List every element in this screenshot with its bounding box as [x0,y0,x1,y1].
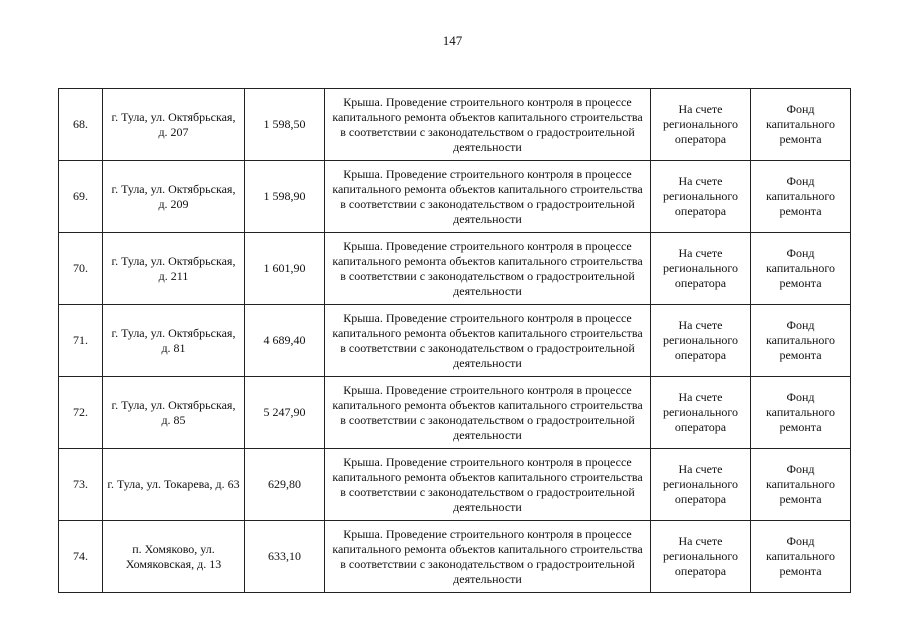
table-row [59,449,851,521]
funding-source-cell: Фонд капитального ремонта [751,449,851,521]
area-cell: 5 247,90 [245,377,325,449]
address-cell: п. Хомяково, ул. Хомяковская, д. 13 [103,521,245,593]
funding-source-cell: Фонд капитального ремонта [751,521,851,593]
work-description-cell: Крыша. Проведение строительного контроля в процессе капитального ремонта объектов капитального строительства в соответствии с законодательством о градостроительной деятельности [325,233,651,305]
account-owner-cell: На счете регионального оператора [651,89,751,161]
row-number-cell: 72. [59,377,103,449]
repair-registry-table [58,88,851,593]
table-row [59,161,851,233]
account-owner-cell: На счете регионального оператора [651,449,751,521]
account-owner-cell: На счете регионального оператора [651,233,751,305]
work-description-cell: Крыша. Проведение строительного контроля в процессе капитального ремонта объектов капитального строительства в соответствии с законодательством о градостроительной деятельности [325,377,651,449]
address-cell: г. Тула, ул. Октябрьская, д. 211 [103,233,245,305]
funding-source-cell: Фонд капитального ремонта [751,377,851,449]
work-description-cell: Крыша. Проведение строительного контроля в процессе капитального ремонта объектов капитального строительства в соответствии с законодательством о градостроительной деятельности [325,305,651,377]
funding-source-cell: Фонд капитального ремонта [751,233,851,305]
funding-source-cell: Фонд капитального ремонта [751,161,851,233]
row-number-cell: 68. [59,89,103,161]
row-number-cell: 74. [59,521,103,593]
table-row [59,233,851,305]
address-cell: г. Тула, ул. Октябрьская, д. 209 [103,161,245,233]
account-owner-cell: На счете регионального оператора [651,377,751,449]
address-cell: г. Тула, ул. Октябрьская, д. 85 [103,377,245,449]
funding-source-cell: Фонд капитального ремонта [751,89,851,161]
address-cell: г. Тула, ул. Токарева, д. 63 [103,449,245,521]
funding-source-cell: Фонд капитального ремонта [751,305,851,377]
area-cell: 629,80 [245,449,325,521]
table-row [59,377,851,449]
work-description-cell: Крыша. Проведение строительного контроля в процессе капитального ремонта объектов капитального строительства в соответствии с законодательством о градостроительной деятельности [325,161,651,233]
account-owner-cell: На счете регионального оператора [651,161,751,233]
table-row [59,89,851,161]
area-cell: 1 601,90 [245,233,325,305]
area-cell: 633,10 [245,521,325,593]
row-number-cell: 73. [59,449,103,521]
page-number: 147 [442,33,463,48]
account-owner-cell: На счете регионального оператора [651,305,751,377]
area-cell: 1 598,90 [245,161,325,233]
row-number-cell: 69. [59,161,103,233]
work-description-cell: Крыша. Проведение строительного контроля в процессе капитального ремонта объектов капитального строительства в соответствии с законодательством о градостроительной деятельности [325,449,651,521]
table-row [59,521,851,593]
table-row [59,305,851,377]
work-description-cell: Крыша. Проведение строительного контроля в процессе капитального ремонта объектов капитального строительства в соответствии с законодательством о градостроительной деятельности [325,521,651,593]
row-number-cell: 71. [59,305,103,377]
account-owner-cell: На счете регионального оператора [651,521,751,593]
area-cell: 1 598,50 [245,89,325,161]
address-cell: г. Тула, ул. Октябрьская, д. 81 [103,305,245,377]
work-description-cell: Крыша. Проведение строительного контроля в процессе капитального ремонта объектов капитального строительства в соответствии с законодательством о градостроительной деятельности [325,89,651,161]
row-number-cell: 70. [59,233,103,305]
address-cell: г. Тула, ул. Октябрьская, д. 207 [103,89,245,161]
area-cell: 4 689,40 [245,305,325,377]
